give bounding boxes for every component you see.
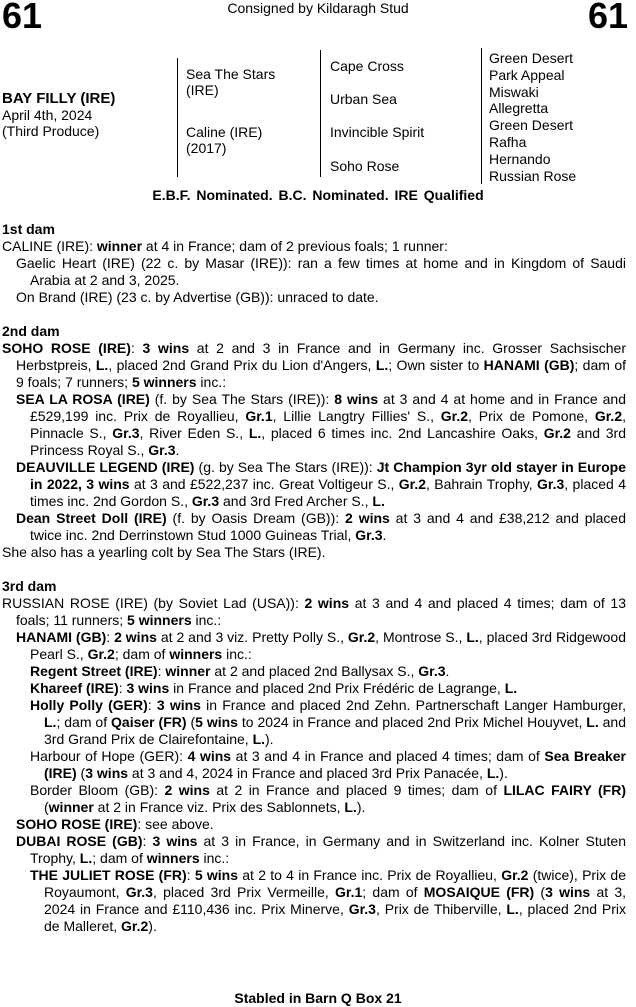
pedigree-paragraph — [2, 544, 626, 561]
text: (g. by Sea The Stars (IRE)): — [194, 459, 377, 475]
text: . — [445, 663, 450, 679]
text: , placed 4 times inc. 2nd Gordon S., — [30, 476, 626, 509]
text: at 3 and 4 and £38,212 and placed twice inc. 2nd Derrinstown Stud 1000 Guineas Trial, — [30, 510, 626, 543]
text: at 2 and 3 in France and in Germany inc. Grosser Sachsischer Herbstpreis, — [16, 340, 627, 373]
pedigree-dam — [186, 124, 262, 156]
pedigree-great-grandparent: Hernando — [489, 150, 551, 167]
text: : see above. — [137, 816, 214, 832]
text: ). — [356, 799, 366, 815]
text: , placed 3rd Ridgewood Pearl S., — [30, 629, 626, 662]
bold-text: DUBAI ROSE (GB) — [16, 833, 143, 849]
text: : — [142, 833, 153, 849]
bold-text: L. — [486, 765, 500, 781]
pedigree-grandparent: Invincible Spirit — [330, 124, 425, 140]
text: , placed 2nd Grand Prix du Lion d'Angers, — [108, 357, 376, 373]
section-heading: 3rd dam — [2, 578, 57, 594]
pedigree-paragraph — [2, 833, 626, 867]
text: RUSSIAN ROSE (IRE) (by Soviet Lad (USA)): — [2, 595, 305, 611]
bold-text: winners — [146, 850, 200, 866]
text: at 2 in France and placed 9 times; dam of — [209, 782, 504, 798]
bold-text: L. — [372, 493, 385, 509]
bold-text: HANAMI (GB) — [483, 357, 575, 373]
bold-text: 3 wins — [126, 680, 170, 696]
pedigree-grandparent: Urban Sea — [330, 91, 397, 107]
text: in France and placed 2nd Zehn. Partnerschaft Langer Hamburger, — [200, 697, 627, 713]
sire-country: (IRE) — [186, 82, 219, 98]
pedigree-great-grandparent: Miswaki — [489, 83, 539, 100]
catalogue-body — [2, 221, 626, 935]
bold-text: DEAUVILLE LEGEND (IRE) — [16, 459, 195, 475]
pedigree-paragraph — [2, 697, 626, 748]
text: (f. by Oasis Dream (GB)): — [166, 510, 346, 526]
bold-text: Holly Polly (GER) — [30, 697, 148, 713]
bold-text: Regent Street (IRE) — [30, 663, 158, 679]
pedigree-grandparent: Cape Cross — [330, 58, 404, 74]
text: at 2 and 3 viz. Pretty Polly S., — [156, 629, 348, 645]
pedigree-paragraph — [2, 459, 626, 510]
text: , Montrose S., — [375, 629, 467, 645]
pedigree-paragraph — [2, 289, 626, 306]
pedigree-paragraph — [2, 816, 626, 833]
bold-text: Khareef (IRE) — [30, 680, 119, 696]
bold-text: SEA LA ROSA (IRE) — [16, 391, 150, 407]
text: at 3 and 4, 2024 in France and placed 3rd Prix Panacée, — [128, 765, 487, 781]
pedigree-great-grandparent: Green Desert — [489, 50, 574, 66]
pedigree-sire — [186, 66, 275, 98]
text: : — [157, 663, 166, 679]
text: : — [186, 867, 195, 883]
pedigree-paragraph — [2, 255, 626, 289]
text: , Lillie Langtry Fillies' S., — [272, 408, 441, 424]
pedigree-great-grandparent: Russian Rose — [489, 167, 577, 184]
pedigree-divider — [320, 50, 321, 177]
text: , River Eden S., — [139, 425, 249, 441]
text: , placed 6 times inc. 2nd Lancashire Oaks, — [261, 425, 544, 441]
bold-text: 4 wins — [187, 748, 232, 764]
bold-text: Gr.1 — [335, 884, 363, 900]
text: CALINE (IRE): — [2, 238, 97, 254]
text: , Prix de Thiberville, — [375, 901, 507, 917]
text: (twice), Prix de Royaumont, — [44, 867, 627, 900]
bold-text: Gr.2 — [543, 425, 571, 441]
bold-text: 3 wins — [545, 884, 591, 900]
bold-text: L. — [95, 357, 109, 373]
bold-text: L. — [344, 799, 357, 815]
text: ). — [499, 765, 508, 781]
text: Border Bloom (GB): — [30, 782, 165, 798]
text: ; dam of — [56, 714, 112, 730]
text: On Brand (IRE) (23 c. by Advertise (GB)): unraced to date. — [16, 289, 379, 305]
horse-summary — [2, 91, 115, 139]
bold-text: winner — [165, 663, 211, 679]
bold-text: Gr.2 — [440, 408, 469, 424]
text: at 2 and placed 2nd Ballysax S., — [210, 663, 419, 679]
horse-produce: (Third Produce) — [2, 123, 100, 139]
text: at 3 and 4 and placed 4 times; dam of 13 foals; 11 runners; — [16, 595, 626, 628]
text: ; dam of — [114, 646, 170, 662]
bold-text: Gr.2 — [594, 408, 623, 424]
text: , Prix de Pomone, — [468, 408, 595, 424]
nominations-line: E.B.F. Nominated. B.C. Nominated. IRE Qualified — [152, 187, 484, 203]
text: ( — [76, 765, 86, 781]
bold-text: Gr.3 — [125, 884, 153, 900]
text: : — [106, 629, 115, 645]
text: ; Own sister to — [388, 357, 484, 373]
pedigree-paragraph — [2, 595, 626, 629]
text: She also has a yearling colt by Sea The Stars (IRE). — [2, 544, 326, 560]
bold-text: L. — [466, 629, 479, 645]
bold-text: L. — [375, 357, 389, 373]
horse-name: BAY FILLY (IRE) — [2, 90, 116, 107]
pedigree-paragraph — [2, 748, 626, 782]
pedigree-paragraph — [2, 867, 626, 935]
bold-text: L. — [506, 901, 519, 917]
section-heading: 1st dam — [2, 221, 55, 237]
bold-text: Gr.2 — [121, 918, 149, 934]
pedigree-great-grandparent: Park Appeal — [489, 66, 565, 83]
lot-number-left: 61 — [2, 0, 43, 36]
bold-text: L. — [79, 850, 93, 866]
consignor-line: Consigned by Kildaragh Stud — [227, 0, 409, 16]
bold-text: 2 wins — [304, 595, 350, 611]
text: at 3 and 4 in France and placed 4 times; dam of — [231, 748, 545, 764]
bold-text: Qaiser (FR) — [111, 714, 187, 730]
text: at 3 and £522,237 inc. Great Voltigeur S., — [129, 476, 399, 492]
text: inc.: — [199, 850, 230, 866]
bold-text: Gr.2 — [398, 476, 427, 492]
bold-text: Jt Champion 3yr old stayer in Europe in 2022, 3 wins — [30, 459, 626, 492]
text: ( — [534, 884, 546, 900]
pedigree-great-grandparents — [489, 50, 576, 184]
text: inc.: — [222, 646, 252, 662]
section-heading: 2nd dam — [2, 323, 60, 339]
dam-year: (2017) — [186, 140, 227, 156]
section-spacer — [2, 306, 626, 323]
bold-text: LILAC FAIRY (FR) — [503, 782, 626, 798]
pedigree-paragraph — [2, 238, 626, 255]
bold-text: L. — [586, 714, 599, 730]
bold-text: L. — [252, 731, 266, 747]
text: , placed 2nd Prix de Malleret, — [44, 901, 626, 934]
text: at 3 and 4 at home and in France and £529,199 inc. Prix de Royallieu, — [30, 391, 626, 424]
bold-text: winner — [96, 238, 143, 254]
text: ; dam of — [362, 884, 424, 900]
bold-text: L. — [44, 714, 57, 730]
pedigree-grandparent: Soho Rose — [330, 158, 400, 174]
bold-text: winners — [169, 646, 223, 662]
text: in France and placed 2nd Prix Frédéric de Lagrange, — [169, 680, 505, 696]
bold-text: Gr.3 — [418, 663, 446, 679]
pedigree-paragraph — [2, 680, 626, 697]
text: : — [118, 680, 127, 696]
text: : — [147, 697, 157, 713]
bold-text: Gr.1 — [245, 408, 273, 424]
bold-text: Gr.3 — [537, 476, 565, 492]
bold-text: winner — [48, 799, 94, 815]
bold-text: THE JULIET ROSE (FR) — [30, 867, 187, 883]
text: to 2024 in France and placed 2nd Prix Michel Houyvet, — [237, 714, 587, 730]
text: , placed 3rd Prix Vermeille, — [152, 884, 336, 900]
pedigree-paragraph — [2, 340, 626, 391]
bold-text: Gr.2 — [347, 629, 376, 645]
bold-text: Gr.3 — [191, 493, 220, 509]
text: ; dam of — [92, 850, 147, 866]
bold-text: SOHO ROSE (IRE) — [2, 340, 131, 356]
pedigree-great-grandparent: Rafha — [489, 133, 527, 150]
bold-text: Gr.3 — [112, 425, 140, 441]
text: (f. by Sea The Stars (IRE)): — [149, 391, 335, 407]
bold-text: Gr.2 — [87, 646, 115, 662]
text: Harbour of Hope (GER): — [30, 748, 188, 764]
text: at 4 in France; dam of 2 previous foals; 1 runner: — [142, 238, 448, 254]
section-spacer — [2, 561, 626, 578]
text: ( — [186, 714, 196, 730]
text: at 2 in France viz. Prix des Sablonnets, — [93, 799, 345, 815]
bold-text: L. — [248, 425, 262, 441]
text: and 3rd Fred Archer S., — [219, 493, 373, 509]
bold-text: 3 wins — [85, 765, 129, 781]
bold-text: 2 wins — [114, 629, 157, 645]
bold-text: 3 wins — [156, 697, 201, 713]
pedigree-paragraph — [2, 391, 626, 459]
bold-text: 2 wins — [345, 510, 390, 526]
text: inc.: — [191, 612, 222, 628]
text: Gaelic Heart (IRE) (22 c. by Masar (IRE)): ran a few times at home and in Kingdom of Saudi Arabia at 2 and 3, 2025. — [16, 255, 626, 288]
text: inc.: — [196, 374, 227, 390]
pedigree-paragraph — [2, 663, 626, 680]
bold-text: 3 wins — [142, 340, 190, 356]
bold-text: Gr.2 — [501, 867, 529, 883]
text: : — [130, 340, 143, 356]
bold-text: Dean Street Doll (IRE) — [16, 510, 167, 526]
bold-text: Sea Breaker (IRE) — [44, 748, 627, 781]
bold-text: 2 wins — [164, 782, 210, 798]
bold-text: MOSAIQUE (FR) — [423, 884, 535, 900]
text: ( — [44, 799, 49, 815]
bold-text: Gr.3 — [355, 527, 383, 543]
horse-dob: April 4th, 2024 — [2, 107, 93, 123]
bold-text: 5 wins — [195, 714, 238, 730]
pedigree-divider — [177, 58, 178, 177]
lot-number-right: 61 — [587, 0, 628, 36]
text: at 3, 2024 in France and £110,436 inc. Prix Minerve, — [44, 884, 627, 917]
text: at 3 in France, in Germany and in Switzerland inc. Kolner Stuten Trophy, — [30, 833, 626, 866]
text: ). — [265, 731, 274, 747]
pedigree-paragraph — [2, 782, 626, 816]
pedigree-great-grandparent: Green Desert — [489, 117, 574, 134]
text: at 2 to 4 in France inc. Prix de Royallieu, — [238, 867, 502, 883]
pedigree-paragraph — [2, 510, 626, 544]
text: and 3rd Princess Royal S., — [30, 425, 626, 458]
text: . — [382, 527, 387, 543]
bold-text: Gr.3 — [348, 901, 376, 917]
bold-text: 5 winners — [127, 612, 192, 628]
bold-text: HANAMI (GB) — [16, 629, 107, 645]
bold-text: 8 wins — [334, 391, 379, 407]
bold-text: 3 wins — [152, 833, 198, 849]
text: , Bahrain Trophy, — [426, 476, 538, 492]
bold-text: Gr.3 — [148, 442, 176, 458]
text: , Pinnacle S., — [30, 408, 626, 441]
bold-text: 5 winners — [131, 374, 197, 390]
pedigree-divider — [481, 48, 482, 184]
text: ; dam of 9 foals; 7 runners; — [16, 357, 626, 390]
sire-name: Sea The Stars — [186, 66, 276, 82]
bold-text: L. — [504, 680, 518, 696]
text: and 3rd Grand Prix de Clairefontaine, — [44, 714, 627, 747]
bold-text: 5 wins — [194, 867, 238, 883]
text: . — [175, 442, 180, 458]
bold-text: SOHO ROSE (IRE) — [16, 816, 138, 832]
pedigree-great-grandparent: Allegretta — [489, 100, 549, 117]
text: ). — [148, 918, 157, 934]
stabling-info: Stabled in Barn Q Box 21 — [234, 990, 402, 1006]
pedigree-paragraph — [2, 629, 626, 663]
dam-name: Caline (IRE) — [186, 124, 263, 140]
